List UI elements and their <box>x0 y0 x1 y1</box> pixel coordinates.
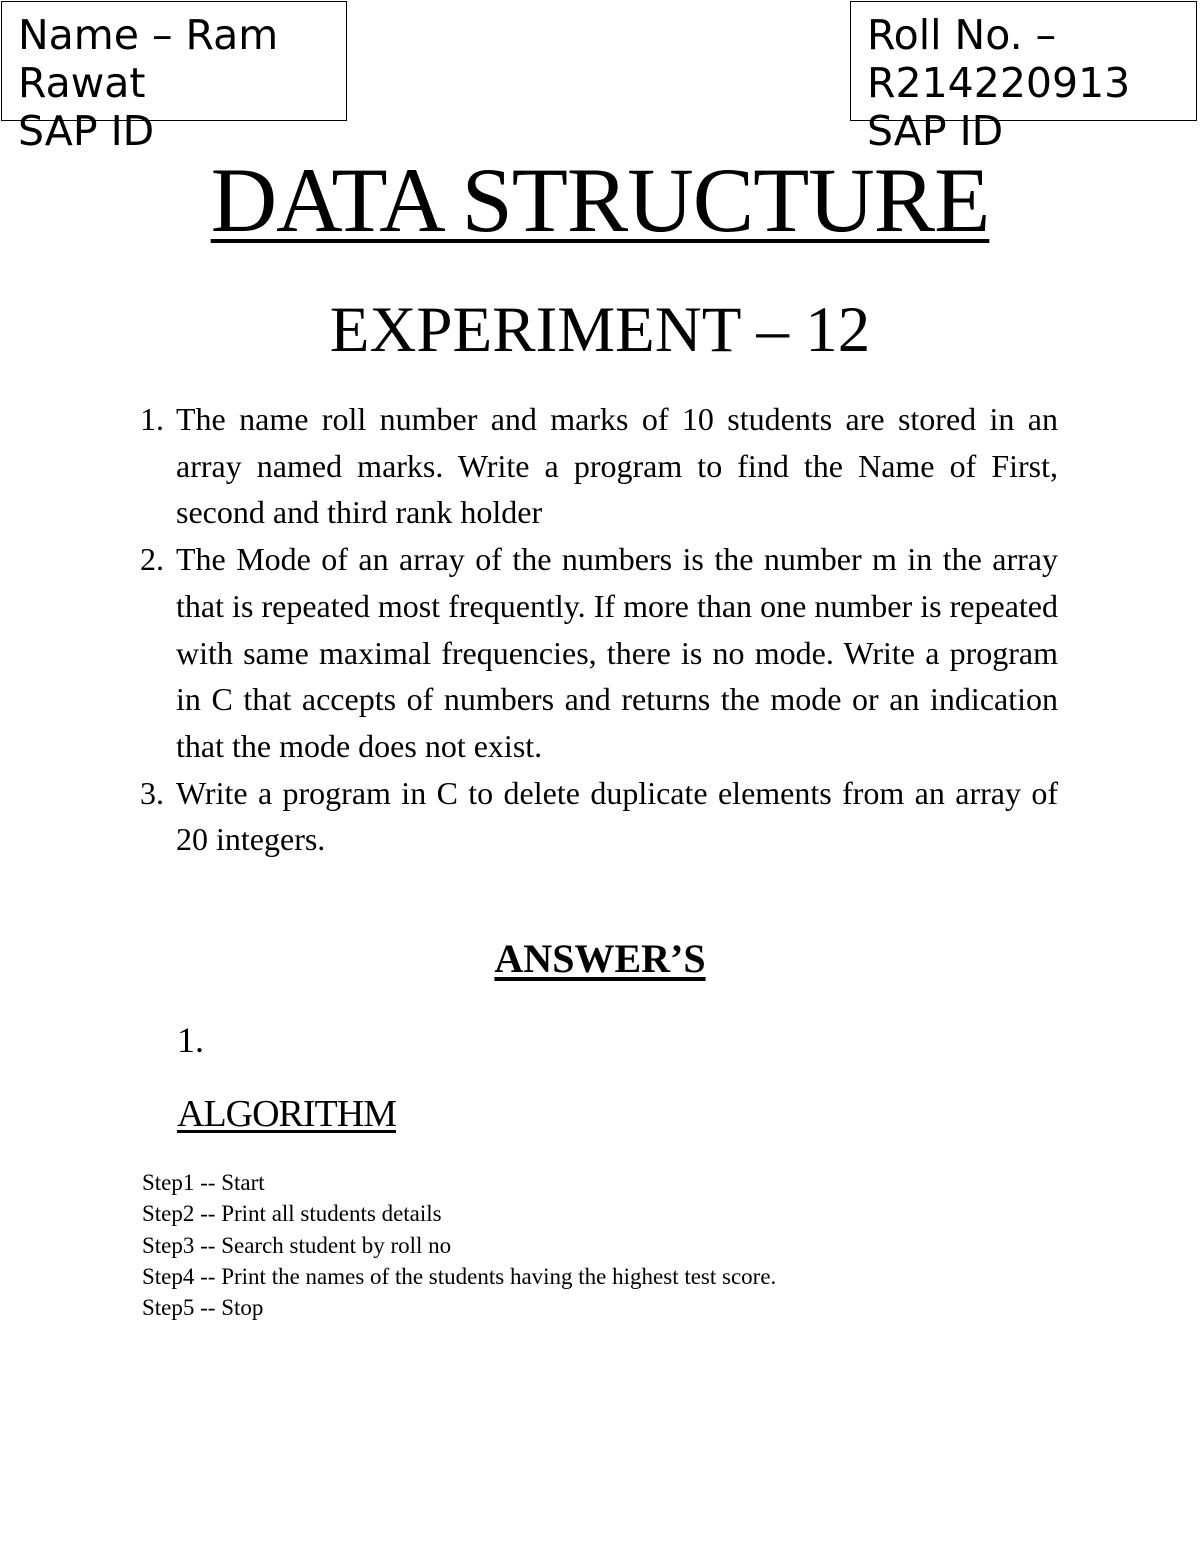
question-text: The name roll number and marks of 10 students are stored in an array named marks. Write a program to find the Name of First, second and third rank holder <box>176 401 1058 531</box>
answer-number: 1. <box>177 1020 204 1060</box>
roll-line-1: Roll No. – <box>867 11 1057 59</box>
name-line-1: Name – Ram <box>18 11 279 59</box>
algorithm-steps <box>142 1167 776 1323</box>
name-line-3: SAP ID <box>18 107 155 155</box>
question-item <box>140 536 1058 770</box>
answers-heading: ANSWER’S <box>494 936 706 981</box>
algorithm-step: Step4 -- Print the names of the students having the highest test score. <box>142 1263 777 1289</box>
roll-number-box <box>850 1 1197 155</box>
question-text: The Mode of an array of the numbers is the number m in the array that is repeated most frequently. If more than one number is repeated with same maximal frequencies, there is no mode. Write a program in C that accepts of numbers and returns the mode or an indication that the mode does not exist. <box>176 541 1058 764</box>
document-title: DATA STRUCTURE <box>210 149 990 251</box>
question-number: 1. <box>140 401 164 437</box>
question-text: Write a program in C to delete duplicate elements from an array of 20 integers. <box>176 774 1058 858</box>
roll-line-3: SAP ID <box>867 107 1004 155</box>
algorithm-step: Step1 -- Start <box>142 1170 265 1195</box>
name-box <box>1 1 347 155</box>
question-list <box>140 396 1058 863</box>
algorithm-heading: ALGORITHM <box>177 1093 396 1135</box>
algorithm-step: Step2 -- Print all students details <box>142 1201 442 1227</box>
roll-line-2: R214220913 <box>867 59 1131 107</box>
question-item <box>140 396 1058 536</box>
algorithm-step: Step5 -- Stop <box>142 1295 264 1321</box>
name-line-2: Rawat <box>18 59 146 107</box>
question-number: 3. <box>140 774 164 811</box>
algorithm-step: Step3 -- Search student by roll no <box>142 1232 452 1258</box>
question-number: 2. <box>140 541 164 578</box>
question-item <box>140 770 1058 863</box>
experiment-title: EXPERIMENT – 12 <box>329 294 871 366</box>
